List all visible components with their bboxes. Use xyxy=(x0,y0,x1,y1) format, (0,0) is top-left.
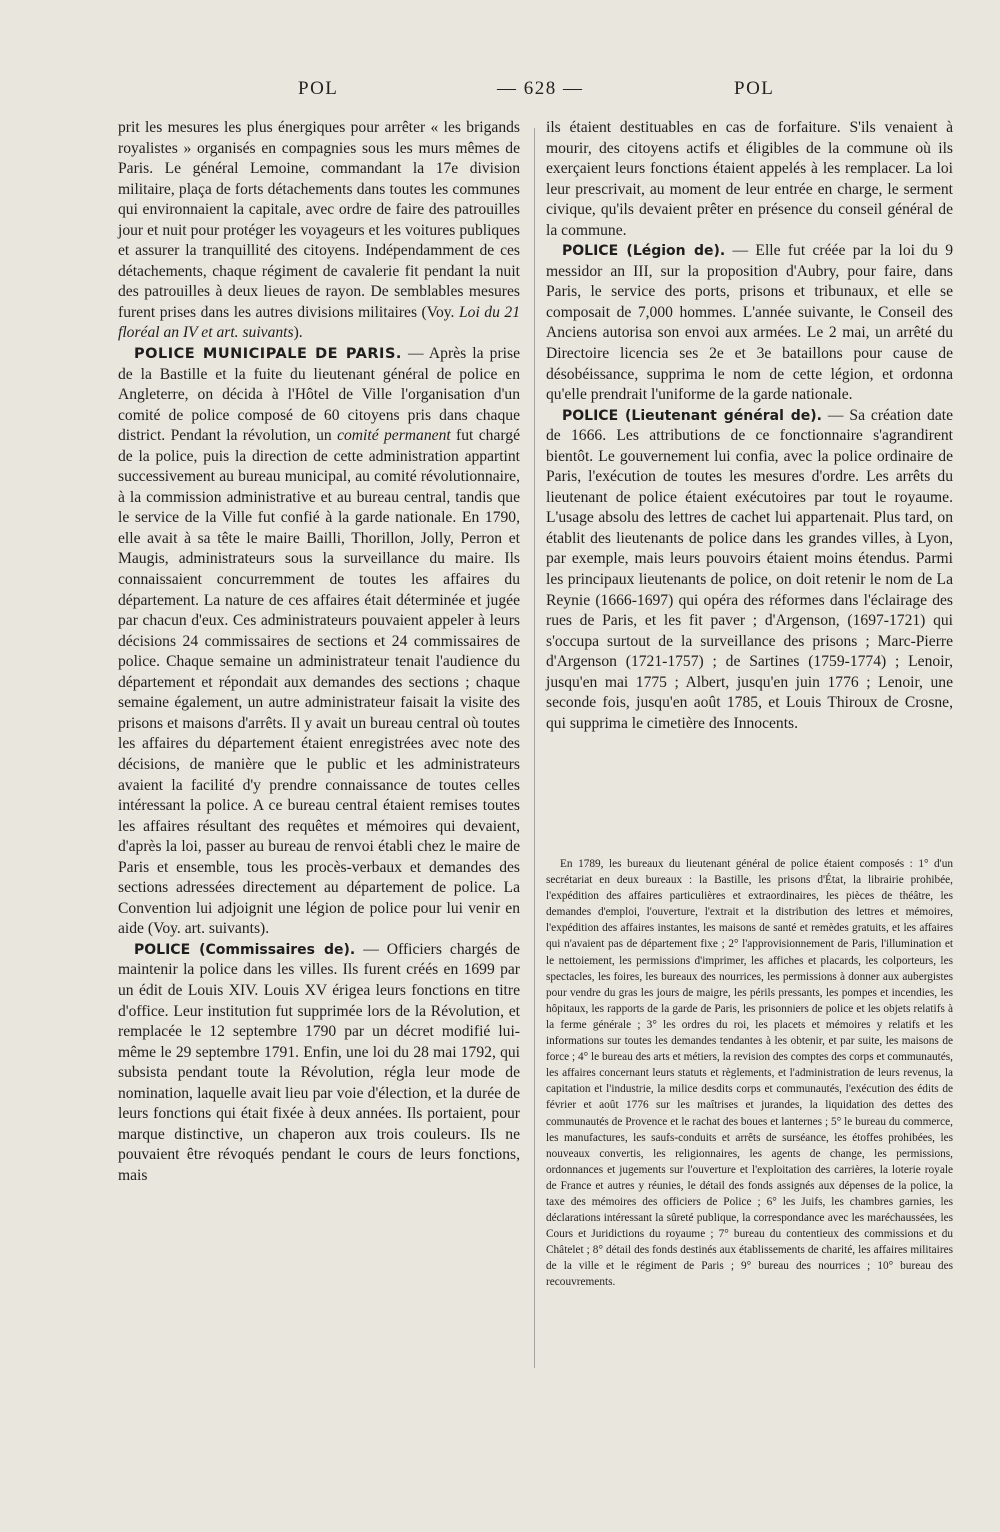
paragraph-brigands-end: ). xyxy=(293,324,303,342)
column-divider xyxy=(534,128,535,1368)
footnote xyxy=(546,856,953,1291)
entry-police-legion xyxy=(546,241,953,405)
footnote-text: En 1789, les bureaux du lieutenant général de police étaient composés : 1° d'un secrétariat en deux bureaux : la Bastille, les prisons d'État, la librairie prohibée, l'expédition des affaires particulières et extraordinaires, les pièces de théâtre, les demandes d'emploi, l'ouverture, l'extrait et la distribution des lettres et mémoires, l'expédition des affaires instantes, les maisons de santé et remèdes gratuits, et les affaires qui n'avaient pas de département fixe ; 2° l'approvisionnement de Paris, l'illumination et le nettoiement, les permissions d'imprimer, les affiches et placards, les colporteurs, les spectacles, les foires, les bureaux des nourrices, les permissions à donner aux aubergistes pour vendre du gras les jours de maigre, les périls pressants, les pompes et incendies, les hôpitaux, les rapports de la garde de Paris, les prisonniers de police et les objets relatifs à la ferme générale ; 3° les ordres du roi, les placets et mémoires y relatifs et les informations sur toutes les demandes tendantes à les obtenir, et par suite, les maisons de force ; 4° le bureau des arts et métiers, la revision des comptes des corps et communautés, les affaires concernant leurs statuts et règlements, et l'administration de leurs revenus, la capitation et l'industrie, la milice desdits corps et communautés, l'exécution des édits de février et août 1776 sur les maîtrises et jurandes, la liquidation des dettes des communautés de Provence et le rachat des boues et lanternes ; 5° le bureau du commerce, les manufactures, les saufs-conduits et arrêts de surséance, les étoffes prohibées, les nouveaux convertis, les religionnaires, les agents de change, les permissions, ordonnances et jugements sur l'ouverture et l'exploitation des carrières, la loterie royale de France et autres y réunies, le détail des fonds assignés aux dépenses de la police, la taxe des mémoires des officiers de Police ; 6° les Juifs, les chambres garnies, les déclarations intéressant la sûreté publique, la correspondance avec les maréchaussées, les Cours et Juridictions du royaume ; 7° bureau du contentieux des commissions et du Châtelet ; 8° détail des fonds destinés aux établissements de charité, les affaires militaires de la ville et le régiment de Paris ; 9° bureau des nourrices ; 10° bureau des recouvrements. xyxy=(546,858,953,1289)
right-column xyxy=(546,118,953,734)
entry-heading-lieutenant: POLICE (Lieutenant général de). xyxy=(562,407,822,424)
reference-italic: Loi du 21 floréal an IV et art. suivants xyxy=(118,303,520,342)
running-header xyxy=(0,78,1000,108)
entry-italic-term: comité permanent xyxy=(337,427,451,445)
entry-police-lieutenant xyxy=(546,406,953,735)
paragraph-brigands xyxy=(118,118,520,344)
page-number: — 628 — xyxy=(497,78,584,99)
entry-heading-legion: POLICE (Légion de). xyxy=(562,243,726,260)
header-left: POL xyxy=(298,78,339,99)
entry-heading-commissaires: POLICE (Commissaires de). xyxy=(134,941,356,958)
header-right: POL xyxy=(734,78,775,99)
entry-text-commissaires: — Officiers chargés de maintenir la police dans les villes. Ils furent créés en 1699 par un édit de Louis XIV. Louis XV érigea leurs fonctions en titre d'office. Leur institution fut supprimée lors de la Révolution, et remplacée le 12 septembre 1790 par un décret modifié lui-même le 29 septembre 1791. Enfin, une loi du 28 mai 1792, qui subsista pendant toute la Révolution, régla leur mode de nomination, laquelle avait lieu par voie d'élection, et la durée de leurs fonctions qui était fixée à deux années. Ils portaient, pour marque distinctive, un chaperon aux trois couleurs. Ils ne pouvaient être révoqués pendant le cours de leurs fonctions, mais xyxy=(118,940,520,1184)
entry-text-legion: — Elle fut créée par la loi du 9 messidor an III, sur la proposition d'Aubry, pour faire, dans Paris, le service des ports, prisons et tribunaux, et elle se composait de 7,000 hommes. L'année suivante, le Conseil des Anciens autorisa son envoi aux armées. Le 2 mai, un arrêté du Directoire licencia ses 2e et 3e bataillons pour cause de désobéissance, supprima le nom de cette légion, et ordonna qu'elle prendrait l'uniforme de la garde nationale. xyxy=(546,242,953,404)
entry-text-lieutenant: — Sa création date de 1666. Les attributions de ce fonctionnaire s'agrandirent bientôt. Le gouvernement lui confia, avec la police ordinaire de Paris, l'exécution de toutes les mesures d'ordre. Les arrêts du lieutenant de police étaient exécutoires par tout le royaume. L'usage absolu des lettres de cachet lui appartenait. Plus tard, on établit des lieutenants de police dans les grandes villes, à Lyon, par exemple, mais leurs pouvoirs étaient moins étendus. Parmi les principaux lieutenants de police, on doit retenir le nom de La Reynie (1666-1697) qui opéra des réformes dans l'éclairage des rues de Paris, et les fit paver ; d'Argenson, (1697-1721) qui s'occupa surtout de la surveillance des prisons ; Marc-Pierre d'Argenson (1721-1757) ; de Sartines (1759-1774) ; Lenoir, jusqu'en mai 1775 ; Albert, jusqu'en juin 1776 ; Lenoir, une seconde fois, jusqu'en août 1785, et Louis Thiroux de Crosne, qui supprima le cimetière des Innocents. xyxy=(546,406,953,732)
entry-police-commissaires xyxy=(118,940,520,1187)
entry-police-municipale xyxy=(118,344,520,940)
left-column xyxy=(118,118,520,1186)
paragraph-brigands-text: prit les mesures les plus énergiques pour arrêter « les brigands royalistes » organisés en compagnies sous les murs mêmes de Paris. Le général Lemoine, commandant la 17e division militaire, plaça de forts détachements dans toutes les communes qui environnaient la capitale, avec ordre de faire des patrouilles jour et nuit pour protéger les voyageurs et les voitures publiques et assurer la tranquillité des citoyens. Indépendamment de ces détachements, chaque régiment de cavalerie fit pendant la nuit des patrouilles à deux lieues de rayon. De semblables mesures furent prises dans les autres divisions militaires (Voy. xyxy=(118,119,520,321)
paragraph-continuation: ils étaient destituables en cas de forfaiture. S'ils venaient à mourir, des citoyens actifs et éligibles de la commune où ils exerçaient leurs fonctions étaient appelés à les remplacer. La loi leur prescrivait, au moment de leur entrée en charge, le serment civique, qu'ils devaient prêter en présence du conseil général de la commune. xyxy=(546,119,953,239)
entry-heading-police-municipale: POLICE MUNICIPALE DE PARIS. xyxy=(134,346,402,363)
entry-text-a: — Après la prise de la Bastille et la fuite du lieutenant général de police en Angleterre, on décida à l'Hôtel de Ville l'organisation d'un comité de police composé de 60 citoyens pris dans chaque district. Pendant la révolution, un xyxy=(118,345,520,445)
entry-text-b: fut chargé de la police, puis la direction de cette administration appartint successivement au bureau municipal, au comité révolutionnaire, à la commission administrative et au bureau central, tandis que le service de la Ville fut confié à la garde nationale. En 1790, elle avait à sa tête le maire Bailli, Thorillon, Jolly, Perron et Maugis, administrateurs sous la surveillance du maire. Ils connaissaient concurremment de toutes les affaires du département. La nature de ces affaires était déterminée et jugée par chacun d'eux. Ces administrateurs pouvaient appeler à leurs décisions 24 commissaires de sections et 24 commissaires de police. Chaque semaine un administrateur tenait l'audience du département et répondait aux demandes des sections ; chaque semaine également, un autre administrateur faisait la visite des prisons et maisons d'arrêts. Il y avait un bureau central où toutes les affaires du département étaient enregistrées avec note des décisions, de manière que le public et les administrateurs avaient la facilité d'y prendre connaissance de toutes celles intéressant la police. A ce bureau central étaient remises toutes les affaires résultant des requêtes et mémoires qui devaient, d'après la loi, passer au bureau de renvoi établi chez le maire de Paris et ensemble, tous les procès-verbaux et demandes des sections adressées directement au département de police. La Convention lui adjoignit une légion de police pour lui venir en aide (Voy. art. suivants). xyxy=(118,427,521,938)
